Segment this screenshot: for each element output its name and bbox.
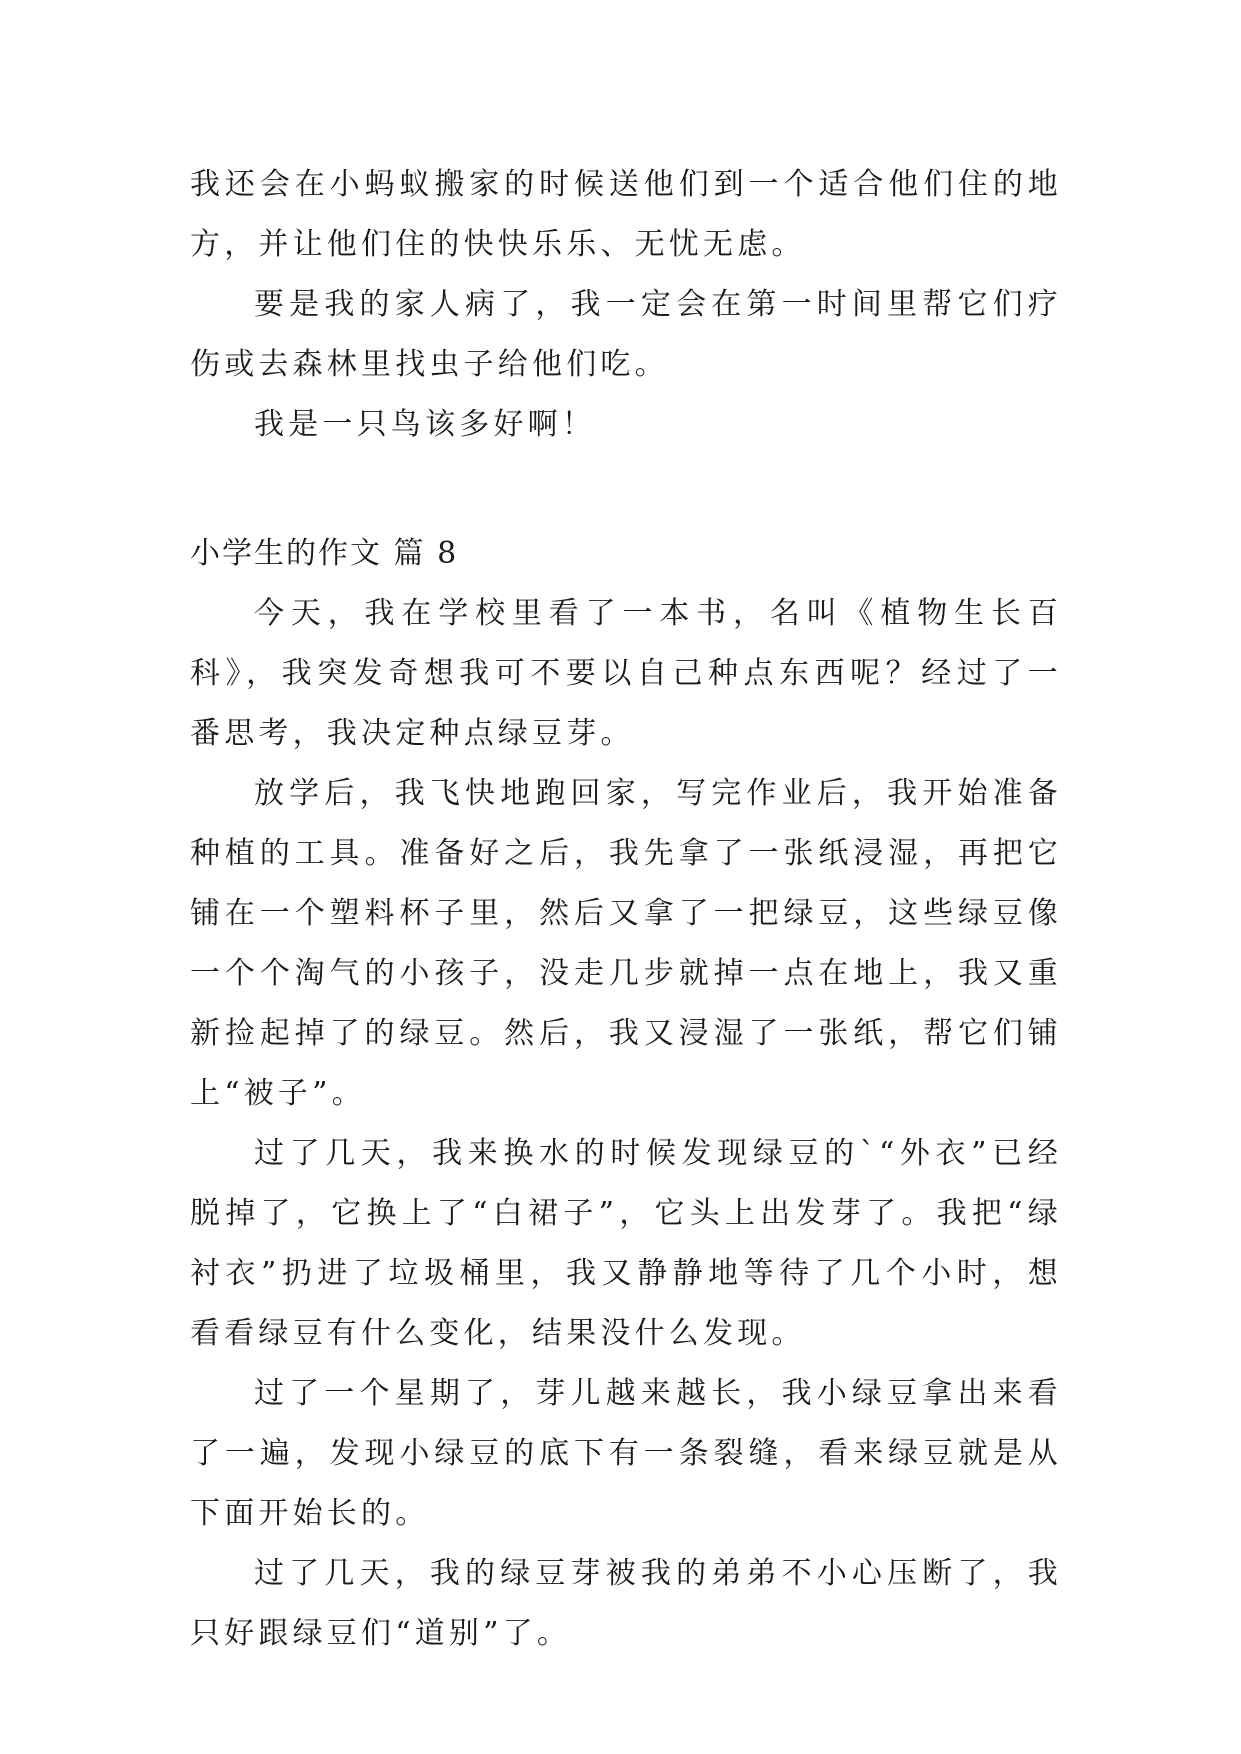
paragraph: 我还会在小蚂蚁搬家的时候送他们到一个适合他们住的地方，并让他们住的快快乐乐、无忧无虑。 xyxy=(190,167,1062,262)
paragraph: 过了一个星期了，芽儿越来越长，我小绿豆拿出来看了一遍，发现小绿豆的底下有一条裂缝，看来绿豆就是从下面开始长的。 xyxy=(190,1376,1062,1531)
section-title: 小学生的作文 篇 8 xyxy=(190,536,459,571)
document-page xyxy=(190,155,1062,1664)
paragraph: 今天，我在学校里看了一本书，名叫《植物生长百科》，我突发奇想我可不要以自己种点东西呢？经过了一番思考，我决定种点绿豆芽。 xyxy=(190,596,1062,751)
paragraph: 我是一只鸟该多好啊！ xyxy=(254,407,596,442)
paragraph: 过了几天，我的绿豆芽被我的弟弟不小心压断了，我只好跟绿豆们“道别”了。 xyxy=(190,1556,1062,1651)
paragraph: 放学后，我飞快地跑回家，写完作业后，我开始准备种植的工具。准备好之后，我先拿了一张纸浸湿，再把它铺在一个塑料杯子里，然后又拿了一把绿豆，这些绿豆像一个个淘气的小孩子，没走几步就掉一点在地上，我又重新捡起掉了的绿豆。然后，我又浸湿了一张纸，帮它们铺上“被子”。 xyxy=(190,776,1062,1111)
paragraph: 过了几天，我来换水的时候发现绿豆的`“外衣”已经脱掉了，它换上了“白裙子”，它头上出发芽了。我把“绿衬衣”扔进了垃圾桶里，我又静静地等待了几个小时，想看看绿豆有什么变化，结果没什么发现。 xyxy=(190,1136,1062,1351)
paragraph: 要是我的家人病了，我一定会在第一时间里帮它们疗伤或去森林里找虫子给他们吃。 xyxy=(190,287,1062,382)
